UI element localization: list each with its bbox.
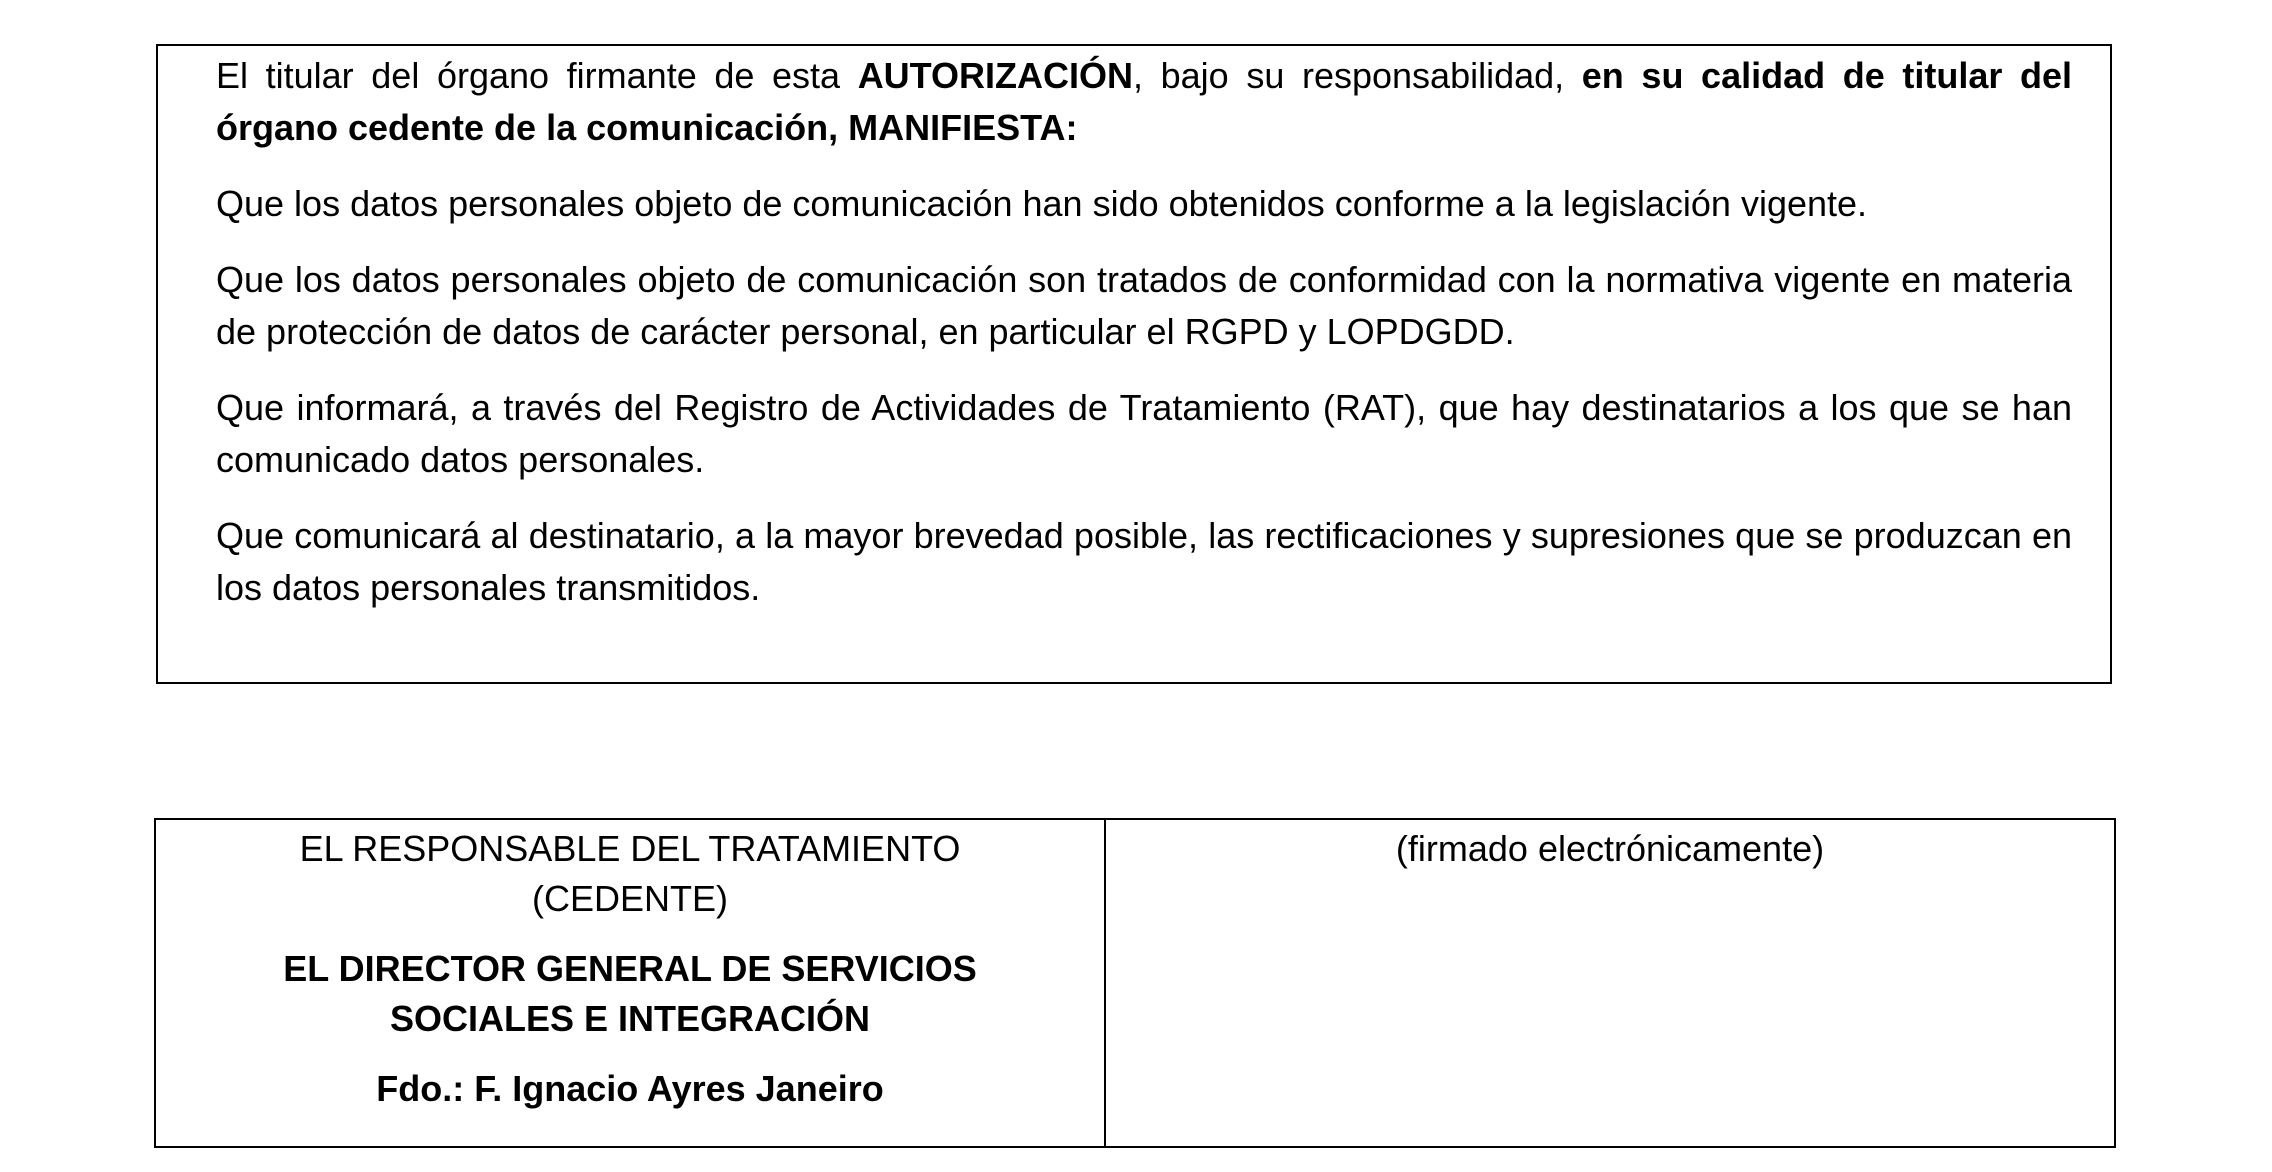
signature-role: EL RESPONSABLE DEL TRATAMIENTO (CEDENTE) — [299, 828, 961, 919]
intro-text-2: , bajo su responsabilidad, — [1133, 55, 1582, 96]
manifest-intro — [216, 50, 2072, 154]
signature-right-cell — [1106, 820, 2114, 1146]
intro-bold-manifiesta: en su calidad de titular del órgano cedente de la comunicación, MANIFIESTA: — [216, 55, 2073, 148]
manifest-item: Que los datos personales objeto de comunicación son tratados de conformidad con la normativa vigente en materia de protección de datos de carácter personal, en particular el RGPD y LOPDGDD. — [216, 259, 2072, 352]
manifest-item: Que los datos personales objeto de comunicación han sido obtenidos conforme a la legislación vigente. — [216, 183, 1868, 224]
manifest-item: Que comunicará al destinatario, a la mayor brevedad posible, las rectificaciones y supresiones que se produzcan en los datos personales transmitidos. — [216, 515, 2072, 608]
signature-table — [154, 818, 2116, 1148]
electronic-signature-note: (firmado electrónicamente) — [1395, 828, 1825, 869]
manifest-box — [156, 44, 2112, 684]
signature-left-cell — [156, 820, 1106, 1146]
intro-text-1: El titular del órgano firmante de esta — [216, 55, 858, 96]
signature-signer: Fdo.: F. Ignacio Ayres Janeiro — [376, 1068, 884, 1109]
intro-bold-authorization: AUTORIZACIÓN — [857, 55, 1134, 96]
manifest-item: Que informará, a través del Registro de Actividades de Tratamiento (RAT), que hay destinatarios a los que se han comunicado datos personales. — [216, 387, 2072, 480]
signature-organ: EL DIRECTOR GENERAL DE SERVICIOS SOCIALES E INTEGRACIÓN — [283, 948, 977, 1039]
